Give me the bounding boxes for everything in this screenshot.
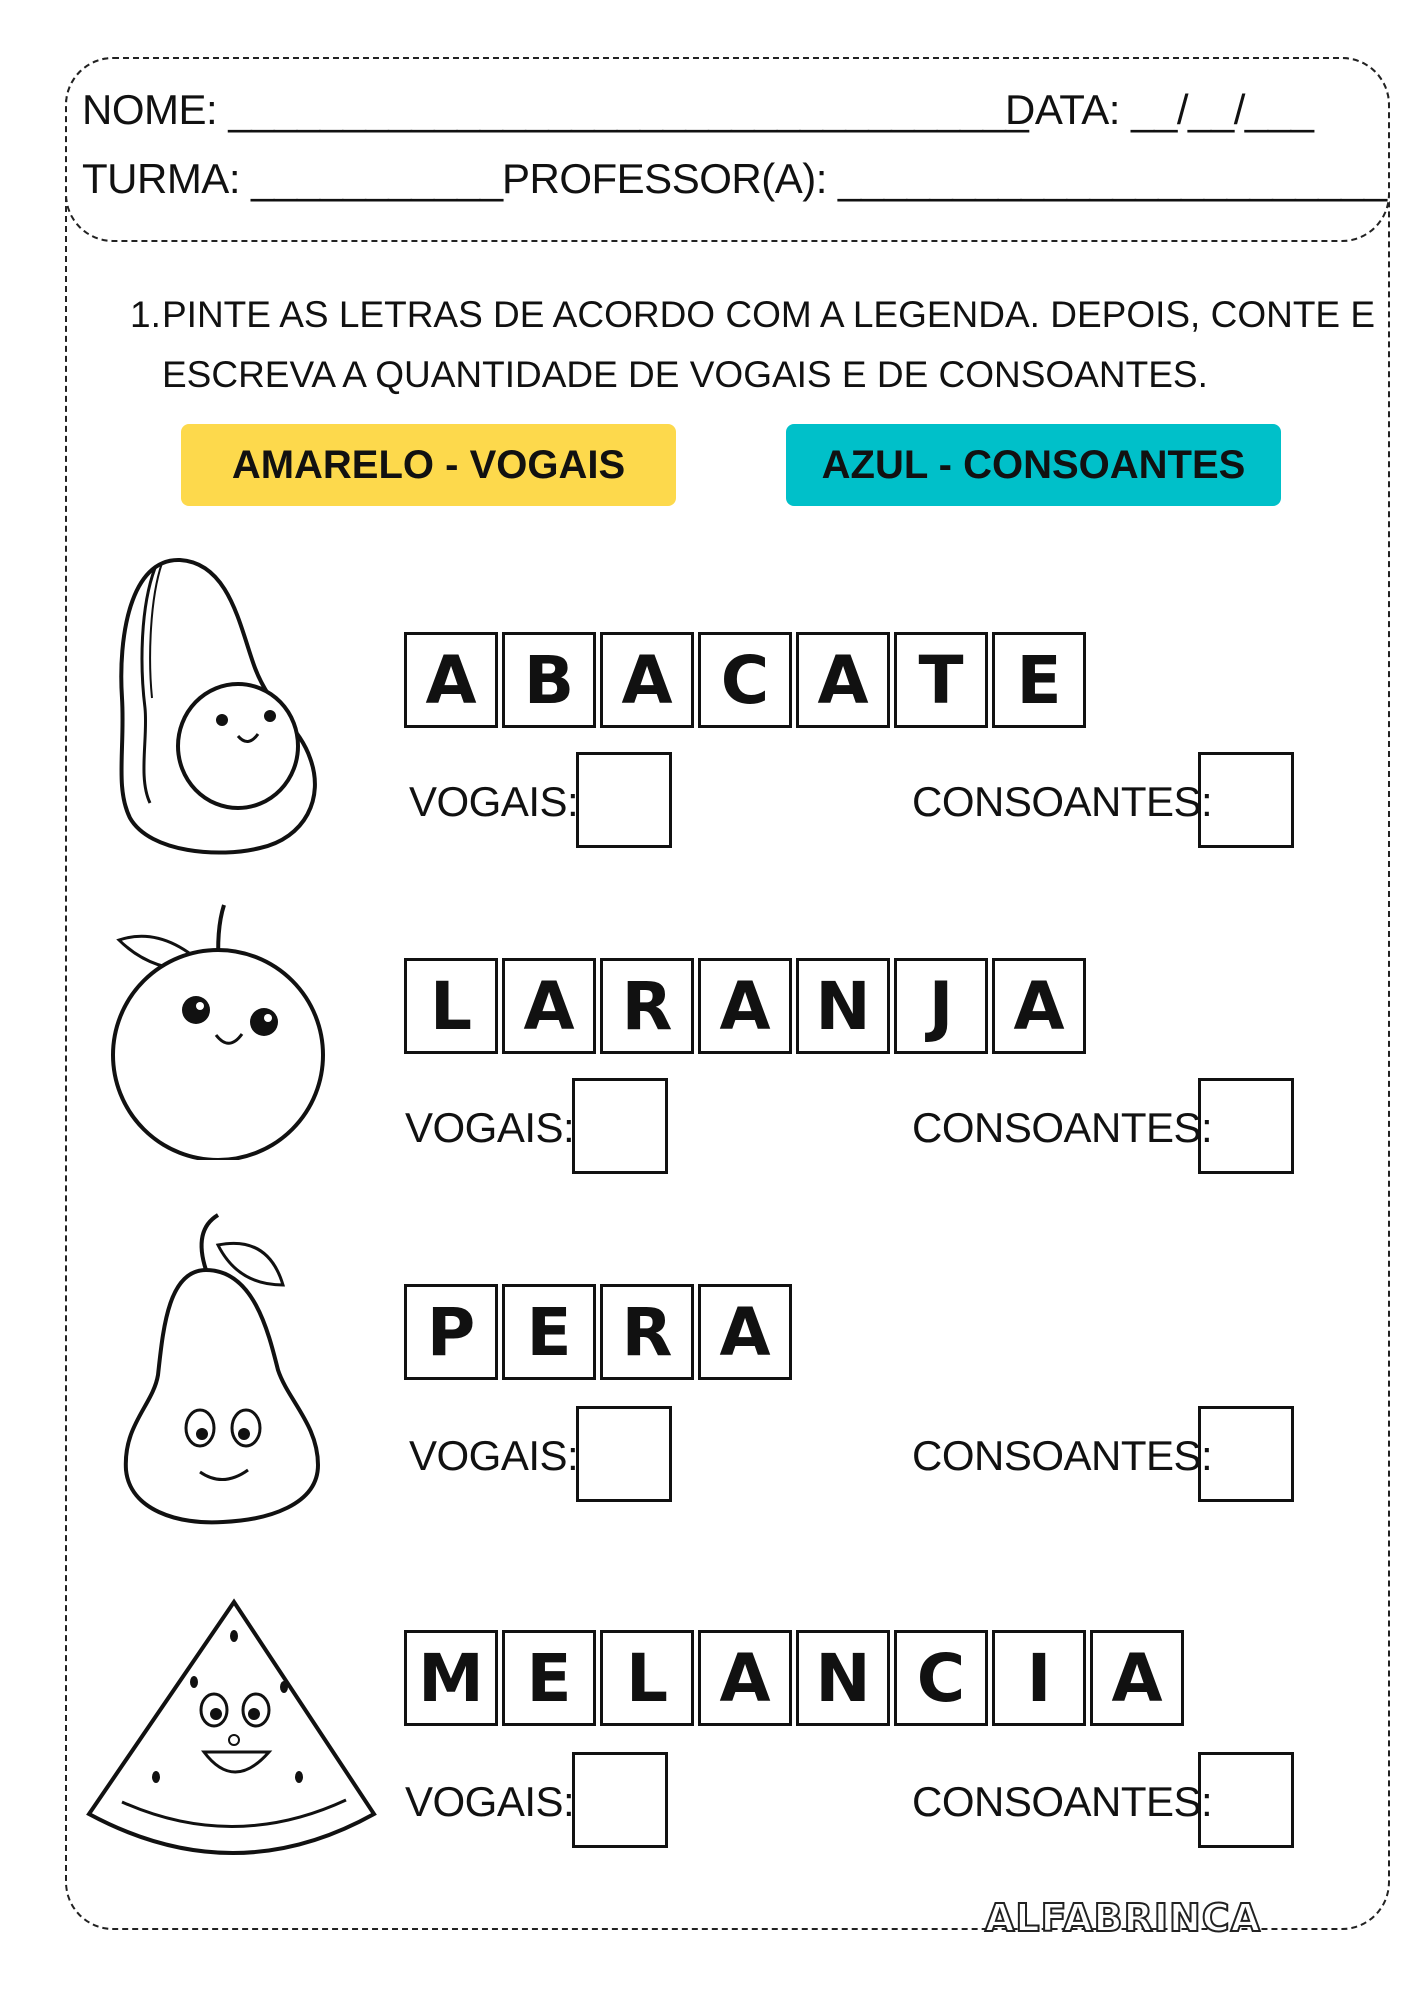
consonants-count-box[interactable]	[1198, 752, 1294, 848]
legend-consonants: AZUL - CONSOANTES	[786, 424, 1281, 506]
vowels-count-box[interactable]	[572, 1078, 668, 1174]
consonants-label: CONSOANTES:	[912, 778, 1213, 825]
letter-cell[interactable]: A	[502, 958, 596, 1054]
letter-cell[interactable]: B	[502, 632, 596, 728]
word-laranja	[404, 958, 1090, 1054]
consonants-count-box[interactable]	[1198, 1078, 1294, 1174]
letter-cell[interactable]: M	[404, 1630, 498, 1726]
legend-vowels: AMARELO - VOGAIS	[181, 424, 676, 506]
name-field[interactable]: NOME: ___________________________________	[82, 86, 1029, 133]
vowels-count-box[interactable]	[576, 752, 672, 848]
letter-cell[interactable]: A	[698, 958, 792, 1054]
watermelon-icon	[84, 1592, 384, 1872]
letter-cell[interactable]: A	[600, 632, 694, 728]
vowels-label: VOGAIS:	[405, 1778, 575, 1825]
consonants-label: CONSOANTES:	[912, 1778, 1213, 1825]
letter-cell[interactable]: E	[502, 1284, 596, 1380]
letter-cell[interactable]: L	[600, 1630, 694, 1726]
letter-cell[interactable]: L	[404, 958, 498, 1054]
letter-cell[interactable]: P	[404, 1284, 498, 1380]
consonants-count-box[interactable]	[1198, 1752, 1294, 1848]
date-field[interactable]: DATA: __/__/___	[1005, 86, 1314, 133]
letter-cell[interactable]: A	[698, 1284, 792, 1380]
vowels-count-box[interactable]	[576, 1406, 672, 1502]
letter-cell[interactable]: N	[796, 958, 890, 1054]
orange-icon	[104, 900, 334, 1160]
vowels-label: VOGAIS:	[409, 778, 579, 825]
vowels-count-box[interactable]	[572, 1752, 668, 1848]
letter-cell[interactable]: E	[992, 632, 1086, 728]
header-box	[65, 57, 1390, 242]
letter-cell[interactable]: A	[796, 632, 890, 728]
vowels-label: VOGAIS:	[405, 1104, 575, 1151]
letter-cell[interactable]: C	[894, 1630, 988, 1726]
letter-cell[interactable]: R	[600, 1284, 694, 1380]
avocado-icon	[110, 548, 330, 858]
class-field[interactable]: TURMA: ___________	[82, 155, 503, 202]
letter-cell[interactable]: A	[1090, 1630, 1184, 1726]
consonants-label: CONSOANTES:	[912, 1432, 1213, 1479]
letter-cell[interactable]: E	[502, 1630, 596, 1726]
letter-cell[interactable]: I	[992, 1630, 1086, 1726]
instruction-number: 1.	[130, 294, 161, 335]
instruction	[130, 285, 1375, 405]
word-melancia	[404, 1630, 1188, 1726]
teacher-field[interactable]: PROFESSOR(A): ________________________	[502, 155, 1387, 202]
brand-logo: ALFABRINCA	[985, 1896, 1262, 1940]
letter-cell[interactable]: A	[404, 632, 498, 728]
letter-cell[interactable]: J	[894, 958, 988, 1054]
letter-cell[interactable]: A	[698, 1630, 792, 1726]
letter-cell[interactable]: N	[796, 1630, 890, 1726]
instruction-line-2: ESCREVA A QUANTIDADE DE VOGAIS E DE CONSOANTES.	[162, 354, 1208, 395]
letter-cell[interactable]: A	[992, 958, 1086, 1054]
pear-icon	[118, 1210, 328, 1530]
letter-cell[interactable]: C	[698, 632, 792, 728]
instruction-line-1: PINTE AS LETRAS DE ACORDO COM A LEGENDA. DEPOIS, CONTE E	[162, 294, 1376, 335]
letter-cell[interactable]: R	[600, 958, 694, 1054]
word-pera	[404, 1284, 796, 1380]
vowels-label: VOGAIS:	[409, 1432, 579, 1479]
consonants-label: CONSOANTES:	[912, 1104, 1213, 1151]
letter-cell[interactable]: T	[894, 632, 988, 728]
consonants-count-box[interactable]	[1198, 1406, 1294, 1502]
word-abacate	[404, 632, 1090, 728]
